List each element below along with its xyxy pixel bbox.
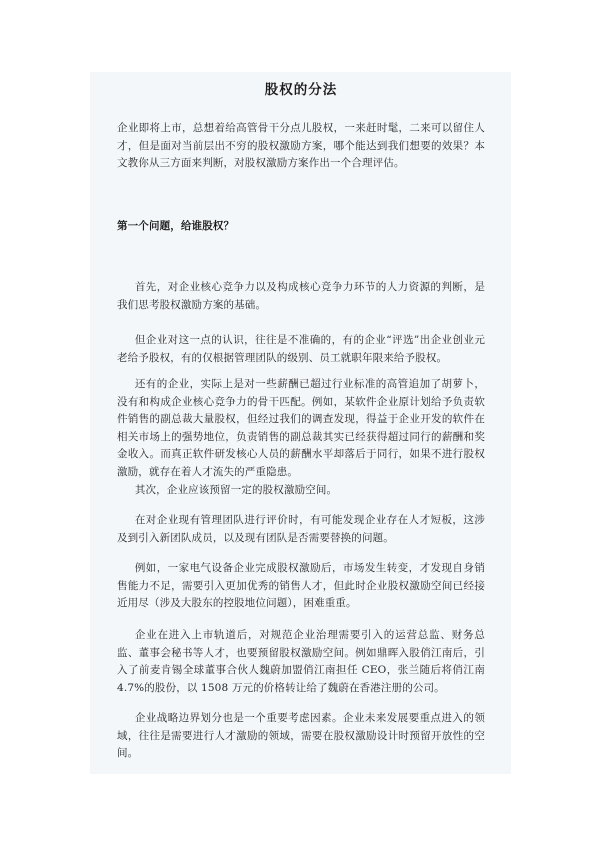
body-paragraph: 其次，企业应该预留一定的股权激励空间。 [134,484,338,496]
body-paragraph: 企业在进入上市轨道后，对规范企业治理需要引入的运营总监、财务总监、董事会秘书等人才，也要预留股权激励空间。例如鼎晖入股俏江南后，引入了前麦肯锡全球董事合伙人魏蔚加盟俏江南担任 CEO，张兰随后将俏江南 4.7%的股份，以 1508 万元的价格转让给了魏蔚在香港注册的公司。 [117,629,485,694]
intro-paragraph: 企业即将上市，总想着给高管骨干分点儿股权，一来赶时髦，二来可以留住人才，但是面对当前层出不穷的股权激励方案，哪个能达到我们想要的效果？本文教你从三方面来判断，对股权激励方案作出一个合理评估。 [117,122,485,169]
body-paragraph: 但企业对这一点的认识，往往是不准确的，有的企业“评选”出企业创业元老给予股权，有的仅根据管理团队的级别、员工就职年限来给予股权。 [117,334,485,364]
section-heading: 第一个问题，给谁股权？ [117,220,235,232]
body-paragraph: 在对企业现有管理团队进行评价时，有可能发现企业存在人才短板，这涉及到引入新团队成员，以及现有团队是否需要替换的问题。 [117,514,485,544]
body-paragraph: 企业战略边界划分也是一个重要考虑因素。企业未来发展要重点进入的领域，往往是需要进行人才激励的领域，需要在股权激励设计时预留开放性的空间。 [117,712,485,759]
document-title: 股权的分法 [264,82,338,98]
body-paragraph: 首先，对企业核心竞争力以及构成核心竞争力环节的人力资源的判断，是我们思考股权激励方案的基础。 [117,281,485,311]
body-paragraph: 例如，一家电气设备企业完成股权激励后，市场发生转变，才发现自身销售能力不足，需要引入更加优秀的销售人才，但此时企业股权激励空间已经接近用尽（涉及大股东的控股地位问题），困难重重。 [117,562,485,609]
body-paragraph: 还有的企业，实际上是对一些薪酬已超过行业标准的高管追加了胡萝卜，没有和构成企业核心竞争力的骨干匹配。例如，某软件企业原计划给予负责软件销售的副总裁大量股权，但经过我们的调查发现，得益于企业开发的软件在相关市场上的强势地位，负责销售的副总裁其实已经获得超过同行的薪酬和奖金收入。而真正软件研发核心人员的薪酬水平却落后于同行，如果不进行股权激励，就存在着人才流失的严重隐患。 [117,378,485,478]
